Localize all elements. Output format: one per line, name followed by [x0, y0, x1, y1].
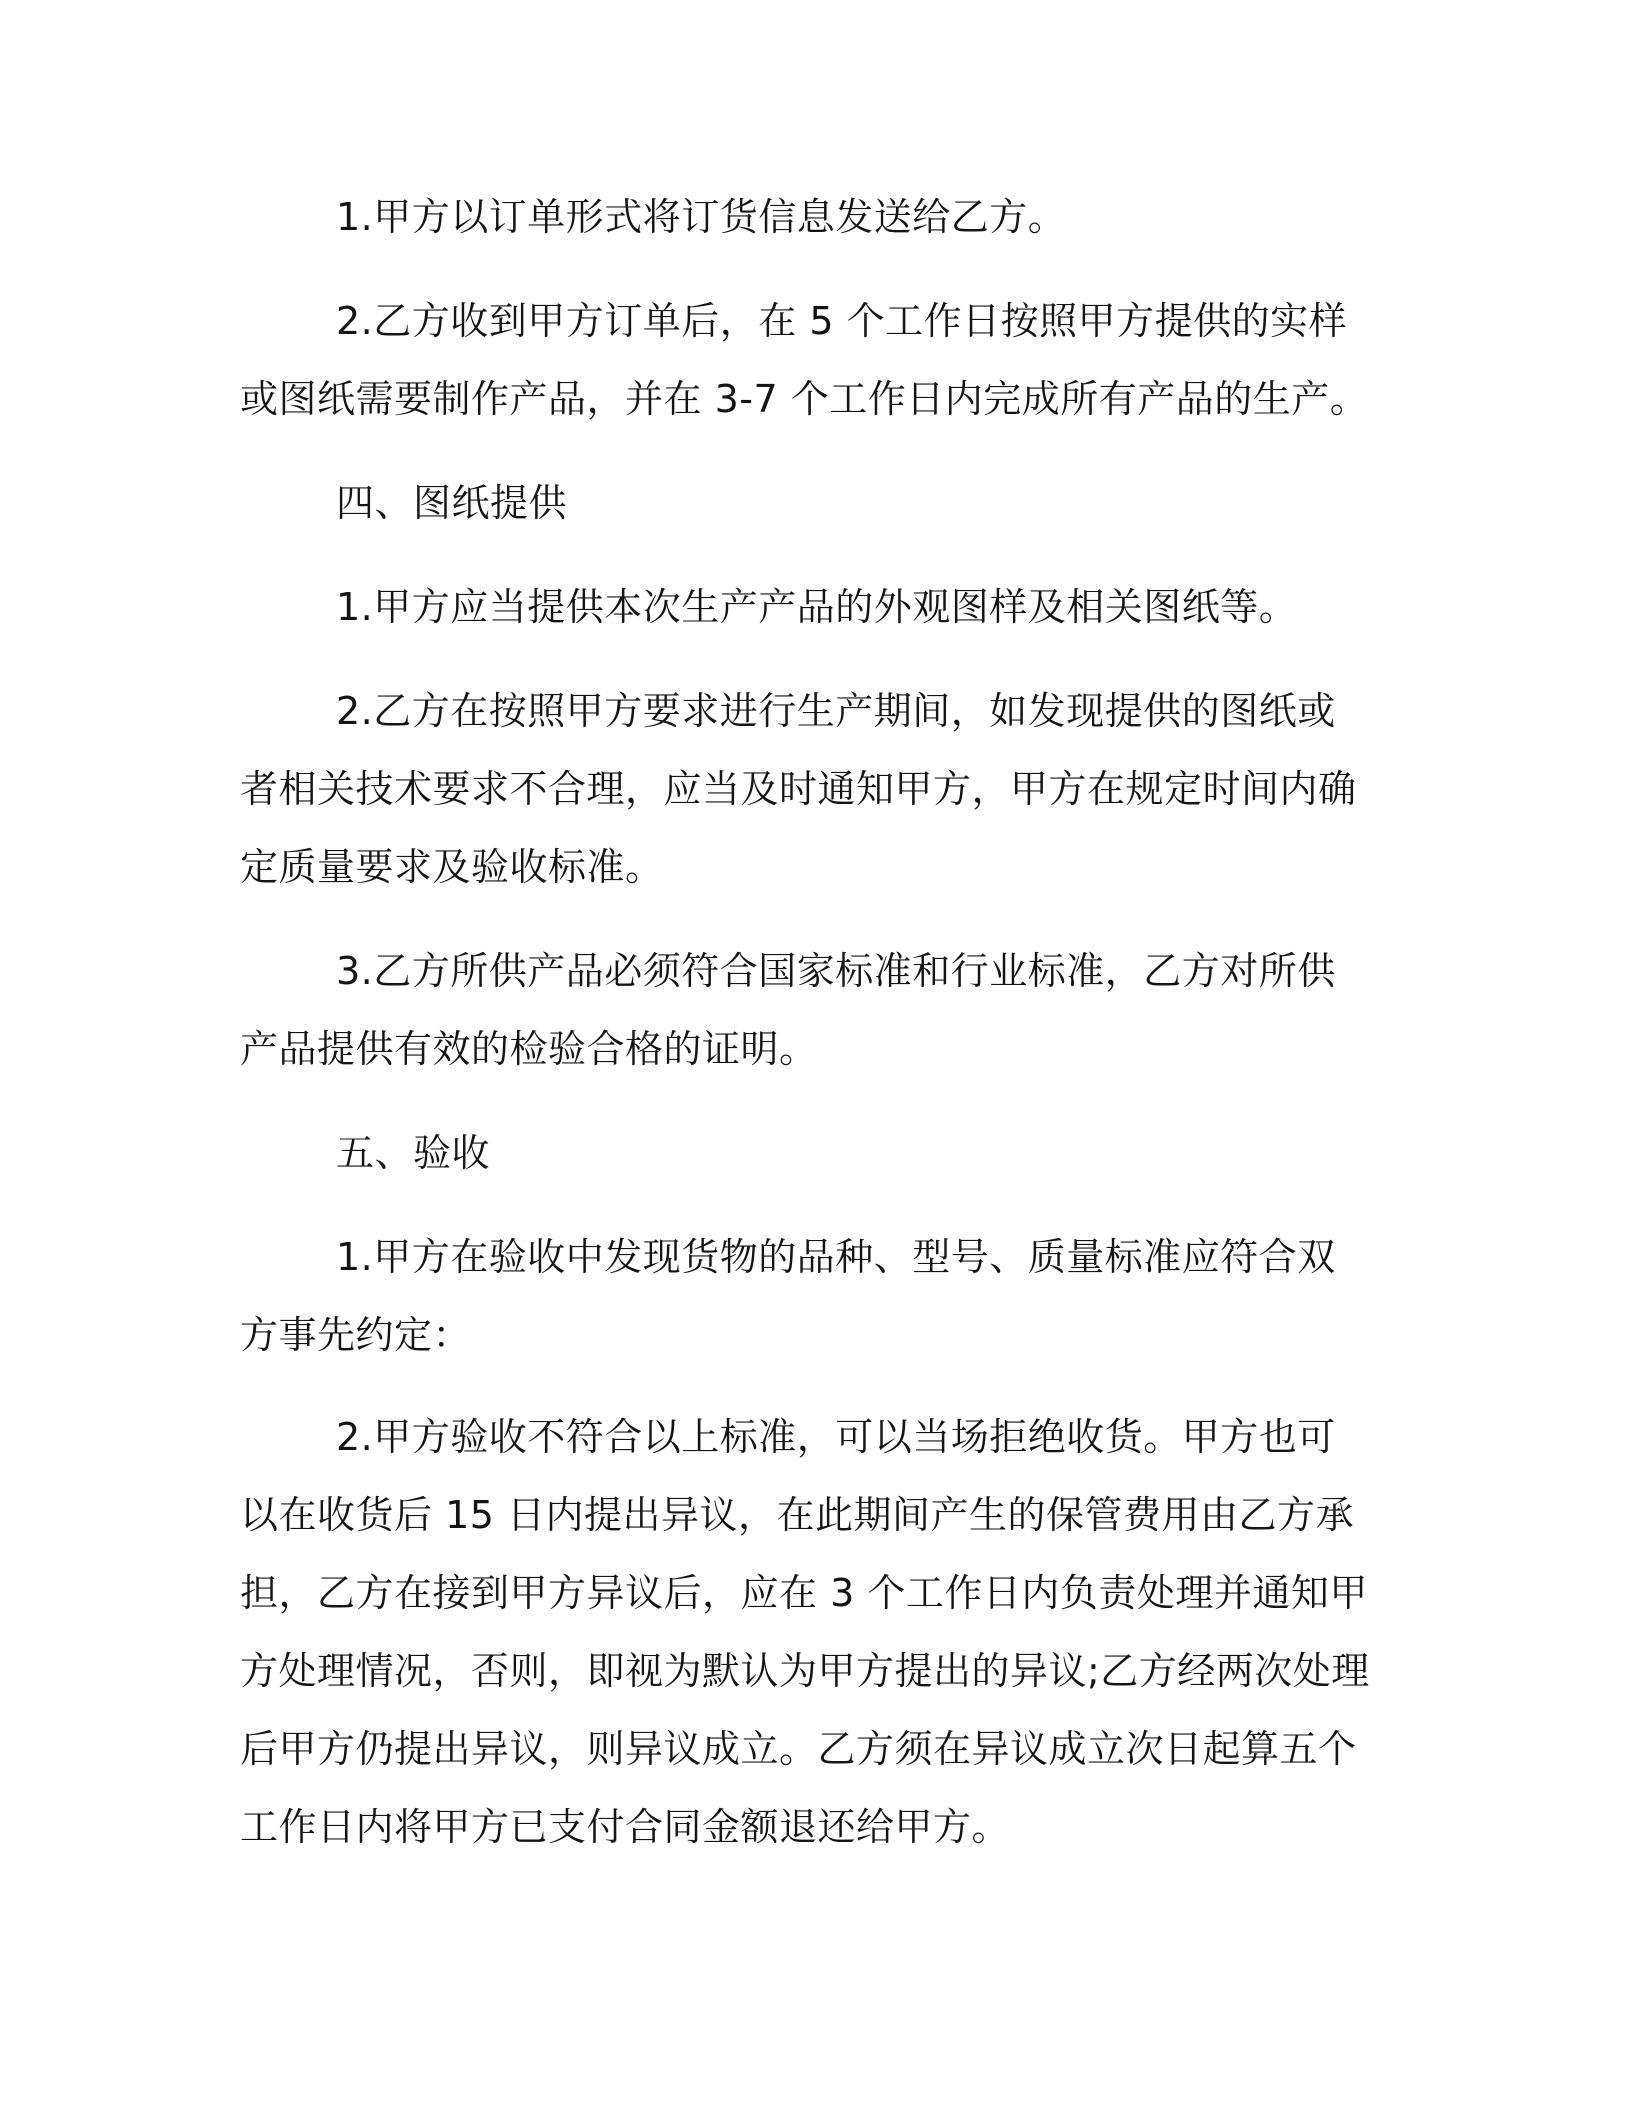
paragraph-drawings-issues: 2.乙方在按照甲方要求进行生产期间，如发现提供的图纸或者相关技术要求不合理，应当及时通知甲方，甲方在规定时间内确定质量要求及验收标准。	[240, 689, 1357, 889]
paragraph-acceptance-objection: 2.甲方验收不符合以上标准，可以当场拒绝收货。甲方也可以在收货后 15 日内提出异议，在此期间产生的保管费用由乙方承担，乙方在接到甲方异议后，应在 3 个工作日内负责处理并通知甲方处理情况，否则，即视为默认为甲方提出的异议;乙方经两次处理后甲方仍提出异议，则异议成立。乙方须在异议成立次日起算五个工作日内将甲方已支付合同金额退还给甲方。	[240, 1415, 1370, 1849]
section-heading-acceptance: 五、验收	[336, 1131, 491, 1175]
paragraph-production-schedule: 2.乙方收到甲方订单后，在 5 个工作日按照甲方提供的实样或图纸需要制作产品，并在 3-7 个工作日内完成所有产品的生产。	[240, 299, 1369, 421]
paragraph-order-info: 1.甲方以订单形式将订货信息发送给乙方。	[336, 195, 1067, 239]
paragraph-standards: 3.乙方所供产品必须符合国家标准和行业标准，乙方对所供产品提供有效的检验合格的证明。	[240, 949, 1336, 1071]
section-heading-drawings: 四、图纸提供	[336, 481, 568, 525]
paragraph-drawings-provided: 1.甲方应当提供本次生产产品的外观图样及相关图纸等。	[336, 585, 1298, 629]
paragraph-acceptance-criteria: 1.甲方在验收中发现货物的品种、型号、质量标准应符合双方事先约定：	[240, 1235, 1336, 1357]
